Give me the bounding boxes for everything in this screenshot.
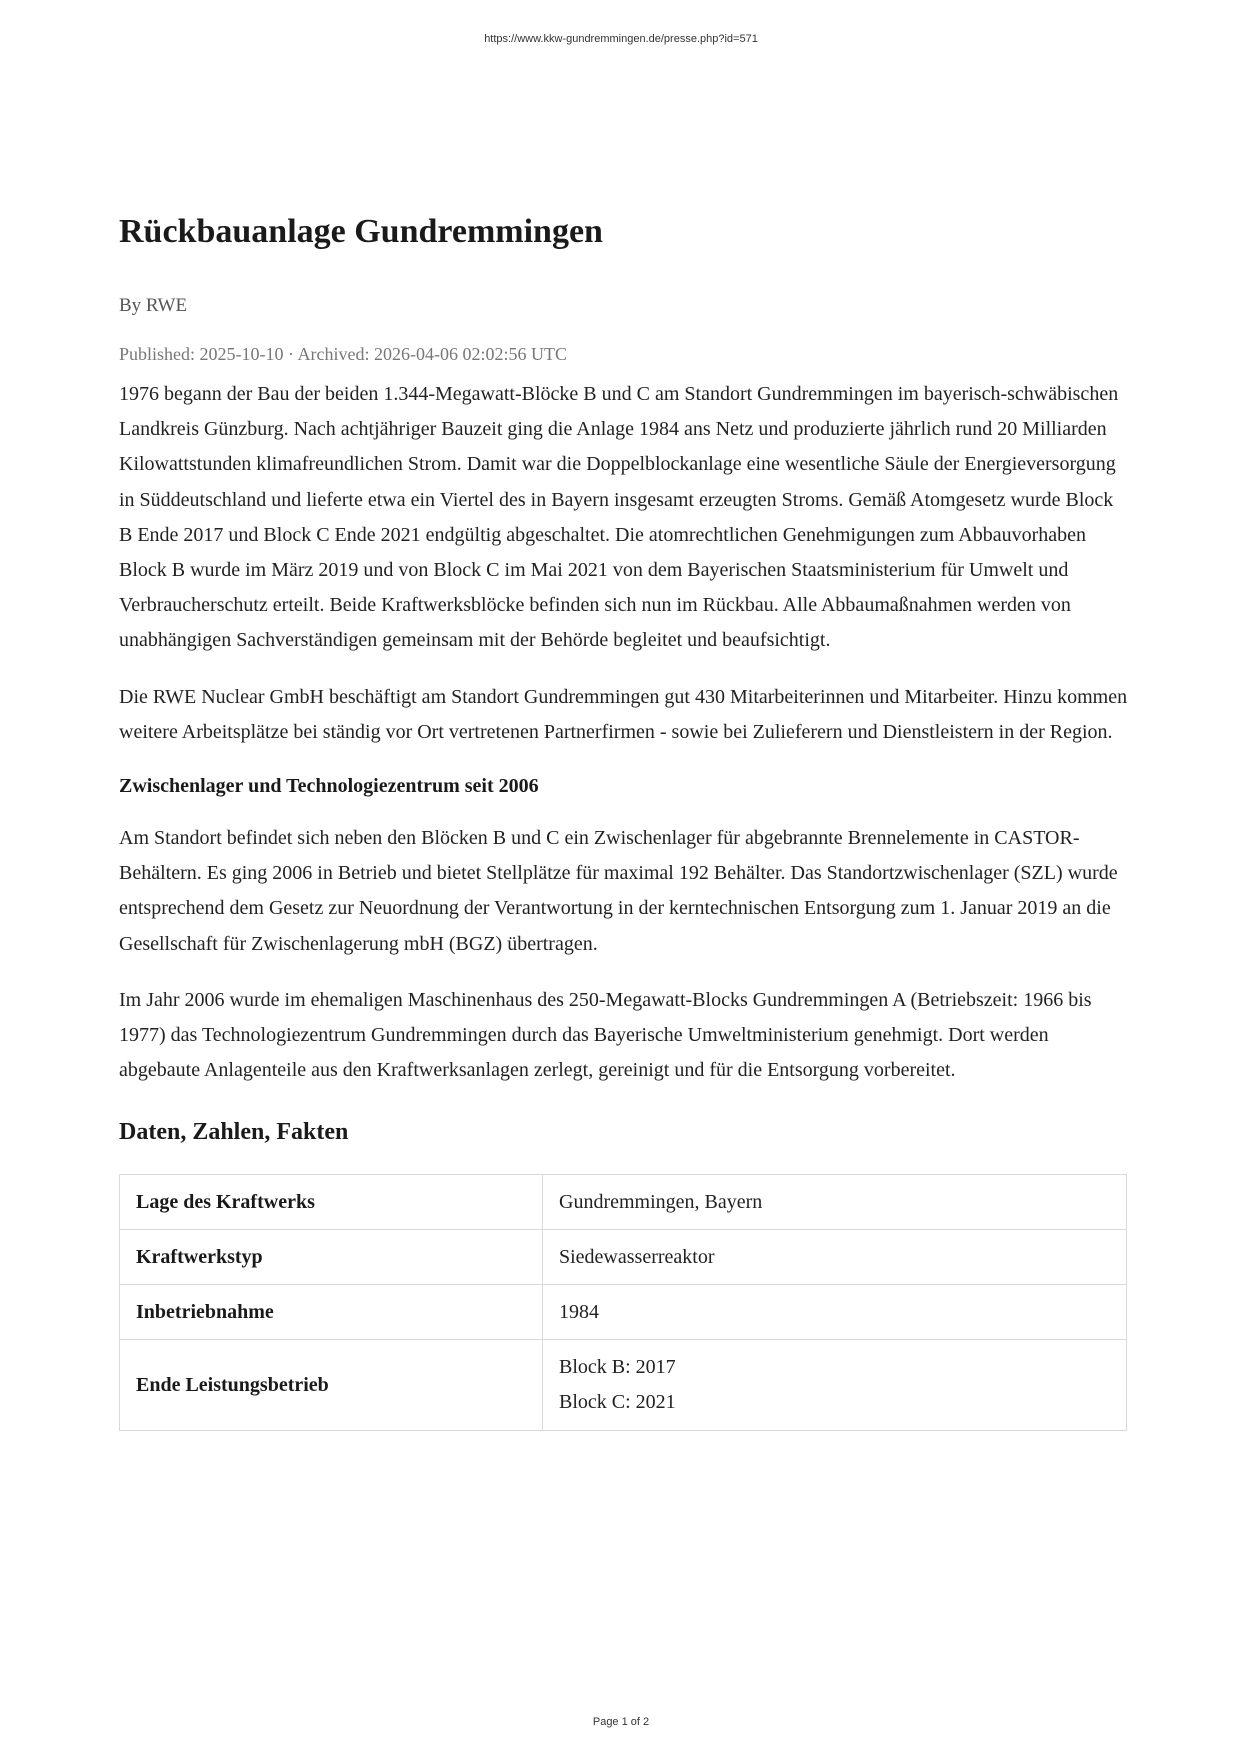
fact-value: Siedewasserreaktor xyxy=(543,1230,1127,1285)
source-url: https://www.kkw-gundremmingen.de/presse.php?id=571 xyxy=(484,33,758,45)
article-paragraph-3: Am Standort befindet sich neben den Blöcken B und C ein Zwischenlager für abgebrannte Brennelemente in CASTOR-Behältern. Es ging 2006 in Betrieb und bietet Stellplätze für maximal 192 Behälter. Das Standortzwischenlager (SZL) wurde entsprechend dem Gesetz zur Neuordnung der Verantwortung in der kerntechnischen Entsorgung zum 1. Januar 2019 an die Gesellschaft für Zwischenlagerung mbH (BGZ) übertragen. xyxy=(119,827,1118,955)
article-paragraph-4: Im Jahr 2006 wurde im ehemaligen Maschinenhaus des 250-Megawatt-Blocks Gundremmingen A (Betriebszeit: 1966 bis 1977) das Technologiezentrum Gundremmingen durch das Bayerische Umweltministerium genehmigt. Dort werden abgebaute Anlagenteile aus den Kraftwerksanlagen zerlegt, gereinigt und für die Entsorgung vorbereitet. xyxy=(119,988,1092,1082)
fact-value: 1984 xyxy=(543,1285,1127,1340)
table-row xyxy=(120,1340,1127,1431)
fact-value-line: Block C: 2021 xyxy=(559,1391,676,1414)
page-indicator: Page 1 of 2 xyxy=(592,1716,650,1728)
article-meta: Published: 2025-10-10 · Archived: 2026-04-06 02:02:56 UTC xyxy=(119,344,567,364)
table-row xyxy=(120,1230,1127,1285)
fact-label: Lage des Kraftwerks xyxy=(120,1175,543,1230)
fact-label: Ende Leistungsbetrieb xyxy=(120,1340,543,1431)
table-row xyxy=(120,1175,1127,1230)
fact-label: Kraftwerkstyp xyxy=(120,1230,543,1285)
article-paragraph-2: Die RWE Nuclear GmbH beschäftigt am Standort Gundremmingen gut 430 Mitarbeiterinnen und Mitarbeiter. Hinzu kommen weitere Arbeitsplätze bei ständig vor Ort vertretenen Partnerfirmen - sowie bei Zulieferern und Dienstleistern in der Region. xyxy=(119,685,1128,743)
fact-value: Gundremmingen, Bayern xyxy=(543,1175,1127,1230)
article-paragraph-1: 1976 begann der Bau der beiden 1.344-Megawatt-Blöcke B und C am Standort Gundremmingen im bayerisch-schwäbischen Landkreis Günzburg. Nach achtjähriger Bauzeit ging die Anlage 1984 ans Netz und produzierte jährlich rund 20 Milliarden Kilowattstunden klimafreundlichen Strom. Damit war die Doppelblockanlage eine wesentliche Säule der Energieversorgung in Süddeutschland und lieferte etwa ein Viertel des in Bayern insgesamt erzeugten Stroms. Gemäß Atomgesetz wurde Block B Ende 2017 und Block C Ende 2021 endgültig abgeschaltet. Die atomrechtlichen Genehmigungen zum Abbauvorhaben Block B wurde im März 2019 und von Block C im Mai 2021 von dem Bayerischen Staatsministerium für Umwelt und Verbraucherschutz erteilt. Beide Kraftwerksblöcke befinden sich nun im Rückbau. Alle Abbaumaßnahmen werden von unabhängigen Sachverständigen gemeinsam mit der Behörde begleitet und beaufsichtigt. xyxy=(119,383,1119,652)
article xyxy=(119,210,1129,1431)
subheading: Zwischenlager und Technologiezentrum seit 2006 xyxy=(119,775,539,798)
fact-label: Inbetriebnahme xyxy=(120,1285,543,1340)
fact-value-line: Block B: 2017 xyxy=(559,1356,676,1379)
article-title: Rückbauanlage Gundremmingen xyxy=(119,213,603,250)
table-row xyxy=(120,1285,1127,1340)
section-heading: Daten, Zahlen, Fakten xyxy=(119,1119,349,1146)
article-byline: By RWE xyxy=(119,295,188,316)
fact-value xyxy=(543,1340,1127,1431)
facts-table xyxy=(119,1174,1127,1431)
